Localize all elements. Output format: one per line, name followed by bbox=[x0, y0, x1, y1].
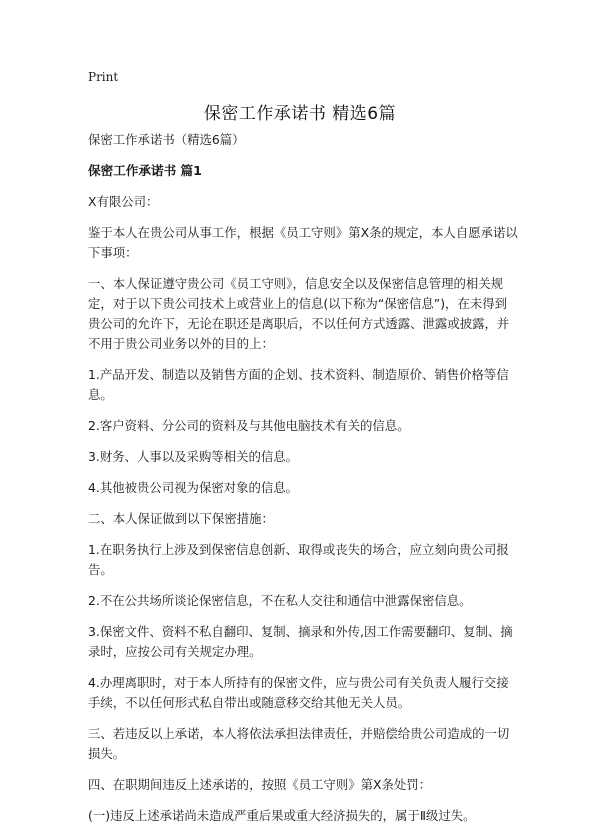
paragraph-item: 4.其他被贵公司视为保密对象的信息。 bbox=[88, 480, 299, 495]
paragraph-clause-1: 一、本人保证遵守贵公司《员工守则》，信息安全以及保密信息管理的相关规定，对于以下贵公司技术上或营业上的信息(以下称为“保密信息”)，在未得到贵公司的允许下，无论在职还是离职后，不以任何方式透露、泄露或披露，并不用于贵公司业务以外的目的上： bbox=[88, 276, 510, 351]
document-body bbox=[88, 130, 518, 837]
paragraph-addressee: X有限公司： bbox=[88, 194, 159, 209]
paragraph-item: 1.在职务执行上涉及到保密信息创新、取得或丧失的场合，应立刻向贵公司报告。 bbox=[88, 542, 509, 577]
paragraph-sub-clause: (一)违反上述承诺尚未造成严重后果或重大经济损失的，属于Ⅱ级过失。 bbox=[88, 808, 476, 823]
print-link[interactable]: Print bbox=[88, 70, 119, 84]
paragraph-intro: 鉴于本人在贵公司从事工作，根据《员工守则》第X条的规定，本人自愿承诺以下事项： bbox=[88, 225, 518, 260]
paragraph-item: 3.财务、人事以及采购等相关的信息。 bbox=[88, 449, 299, 464]
page-title: 保密工作承诺书 精选6篇 bbox=[203, 104, 397, 124]
paragraph-clause-4: 四、在职期间违反上述承诺的，按照《员工守则》第X条处罚： bbox=[88, 777, 432, 792]
paragraph-item: 2.不在公共场所谈论保密信息，不在私人交往和通信中泄露保密信息。 bbox=[88, 593, 472, 608]
section-heading: 保密工作承诺书 篇1 bbox=[88, 163, 202, 178]
paragraph-clause-2: 二、本人保证做到以下保密措施： bbox=[88, 511, 274, 526]
document-subtitle: 保密工作承诺书（精选6篇） bbox=[88, 132, 245, 147]
paragraph-item: 4.办理离职时，对于本人所持有的保密文件，应与贵公司有关负责人履行交接手续，不以任何形式私自带出或随意移交给其他无关人员。 bbox=[88, 675, 509, 710]
paragraph-item: 2.客户资料、分公司的资料及与其他电脑技术有关的信息。 bbox=[88, 418, 410, 433]
paragraph-item: 3.保密文件、资料不私自翻印、复制、摘录和外传,因工作需要翻印、复制、摘录时，应按公司有关规定办理。 bbox=[88, 624, 513, 659]
paragraph-item: 1.产品开发、制造以及销售方面的企划、技术资料、制造原价、销售价格等信息。 bbox=[88, 367, 509, 402]
paragraph-clause-3: 三、若违反以上承诺，本人将依法承担法律责任，并赔偿给贵公司造成的一切损失。 bbox=[88, 726, 510, 761]
